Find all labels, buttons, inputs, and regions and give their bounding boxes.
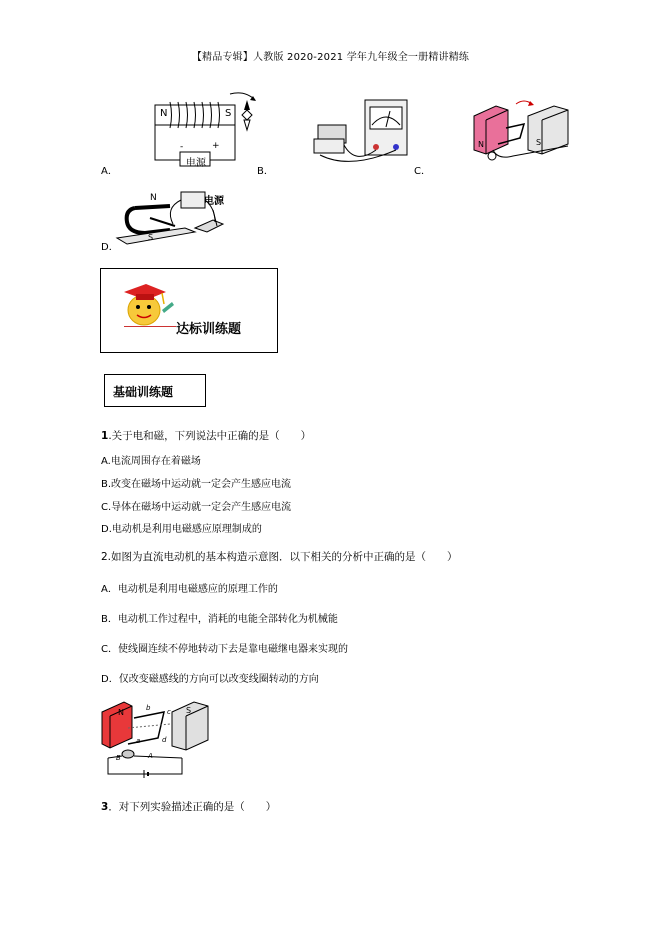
motor-n-label: N [118, 708, 124, 717]
section-basic-title: 基础训练题 [113, 385, 174, 399]
motor-d-label: d [162, 736, 167, 744]
question-1-option-d: D.电动机是利用电磁感应原理制成的 [101, 524, 262, 535]
section-banner-title: 达标训练题 [176, 322, 242, 337]
fig-a-s-label: S [225, 108, 232, 119]
question-1-number: 1 [101, 430, 109, 442]
fig-a-plus-label: + [212, 141, 220, 151]
question-1-option-c: C.导体在磁场中运动就一定会产生感应电流 [101, 502, 292, 513]
question-3-text: ．对下列实验描述正确的是（ ） [108, 801, 277, 813]
question-2-option-c: C．使线圈连续不停地转动下去是靠电磁继电器来实现的 [101, 644, 348, 655]
figure-c-magnet [468, 98, 578, 166]
figure-b-galvanometer [310, 95, 415, 170]
motor-s-label: S [186, 706, 192, 715]
question-2-option-d: D．仅改变磁感线的方向可以改变线圈转动的方向 [101, 674, 319, 685]
motor-A-label: A [148, 752, 153, 760]
figure-d-label: D． [101, 242, 119, 253]
figure-a-label: A． [101, 166, 118, 177]
question-3-number: 3 [101, 801, 109, 813]
motor-c-label: c [167, 708, 171, 716]
figure-b-label: B． [257, 166, 274, 177]
fig-c-s-label: S [536, 138, 542, 147]
question-3-stem [101, 799, 276, 814]
fig-a-n-label: N [160, 108, 168, 119]
question-1-text: .关于电和磁，下列说法中正确的是（ ） [108, 430, 312, 442]
fig-d-power-label: 电源 [204, 196, 224, 207]
question-2-option-b: B．电动机工作过程中，消耗的电能全部转化为机械能 [101, 614, 338, 625]
question-2-option-a: A．电动机是利用电磁感应的原理工作的 [101, 584, 278, 595]
question-1-option-a: A.电流周围存在着磁场 [101, 456, 201, 467]
figure-c-label: C． [414, 166, 431, 177]
question-1-option-b: B.改变在磁场中运动就一定会产生感应电流 [101, 479, 292, 490]
question-1-stem [101, 428, 311, 443]
figure-dc-motor [98, 698, 213, 780]
figure-a-solenoid [150, 90, 265, 170]
motor-B-label: B [116, 754, 121, 762]
motor-b-label: b [146, 704, 151, 712]
page-header: 【精品专辑】人教版 2020-2021 学年九年级全一册精讲精练 [191, 52, 470, 63]
mascot-icon [118, 280, 178, 330]
fig-d-n-label: N [150, 193, 157, 203]
motor-a-label: a [136, 737, 141, 745]
fig-a-minus-label: - [180, 142, 184, 152]
banner-underline [124, 326, 176, 327]
fig-c-n-label: N [478, 140, 484, 149]
section-basic-box [104, 374, 206, 407]
fig-a-power-label: 电源 [186, 158, 206, 169]
fig-d-s-label: S [148, 233, 154, 242]
question-2-stem: 2.如图为直流电动机的基本构造示意图．以下相关的分析中正确的是（ ） [101, 551, 458, 563]
